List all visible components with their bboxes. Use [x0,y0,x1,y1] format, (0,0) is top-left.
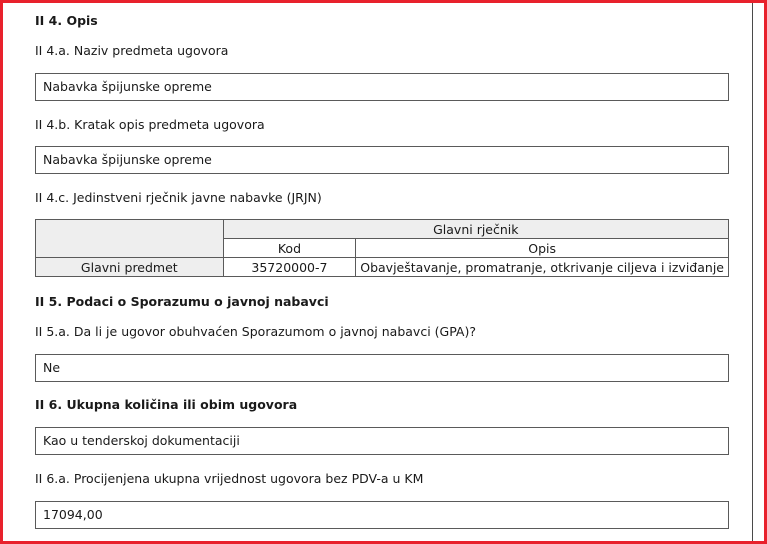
section-ii5-heading: II 5. Podaci o Sporazumu o javnoj nabavci [35,294,329,309]
estimated-value-label: II 6.a. Procijenjena ukupna vrijednost ugovora bez PDV-a u KM [35,471,424,486]
table-row [36,258,729,277]
jrjn-row-code: 35720000-7 [223,258,356,277]
short-description-label: II 4.b. Kratak opis predmeta ugovora [35,117,265,132]
jrjn-group-header: Glavni rječnik [223,220,728,239]
section-ii4-heading: II 4. Opis [35,13,98,28]
contract-name-field[interactable]: Nabavka špijunske opreme [35,73,729,101]
jrjn-row-description: Obavještavanje, promatranje, otkrivanje ciljeva i izviđanje [356,258,729,277]
page-right-edge [752,3,753,541]
jrjn-code-header: Kod [223,239,356,258]
jrjn-table [35,219,729,277]
jrjn-row-label: Glavni predmet [36,258,224,277]
contract-name-label: II 4.a. Naziv predmeta ugovora [35,43,229,58]
short-description-field[interactable]: Nabavka špijunske opreme [35,146,729,174]
gpa-answer-field[interactable]: Ne [35,354,729,382]
gpa-question-label: II 5.a. Da li je ugovor obuhvaćen Sporazumom o javnoj nabavci (GPA)? [35,324,476,339]
section-ii6-heading: II 6. Ukupna količina ili obim ugovora [35,397,298,412]
quantity-field[interactable]: Kao u tenderskoj dokumentaciji [35,427,729,455]
jrjn-empty-header-cell [36,220,224,258]
estimated-value-field[interactable]: 17094,00 [35,501,729,529]
jrjn-label: II 4.c. Jedinstveni rječnik javne nabavke (JRJN) [35,190,322,205]
jrjn-description-header: Opis [356,239,729,258]
